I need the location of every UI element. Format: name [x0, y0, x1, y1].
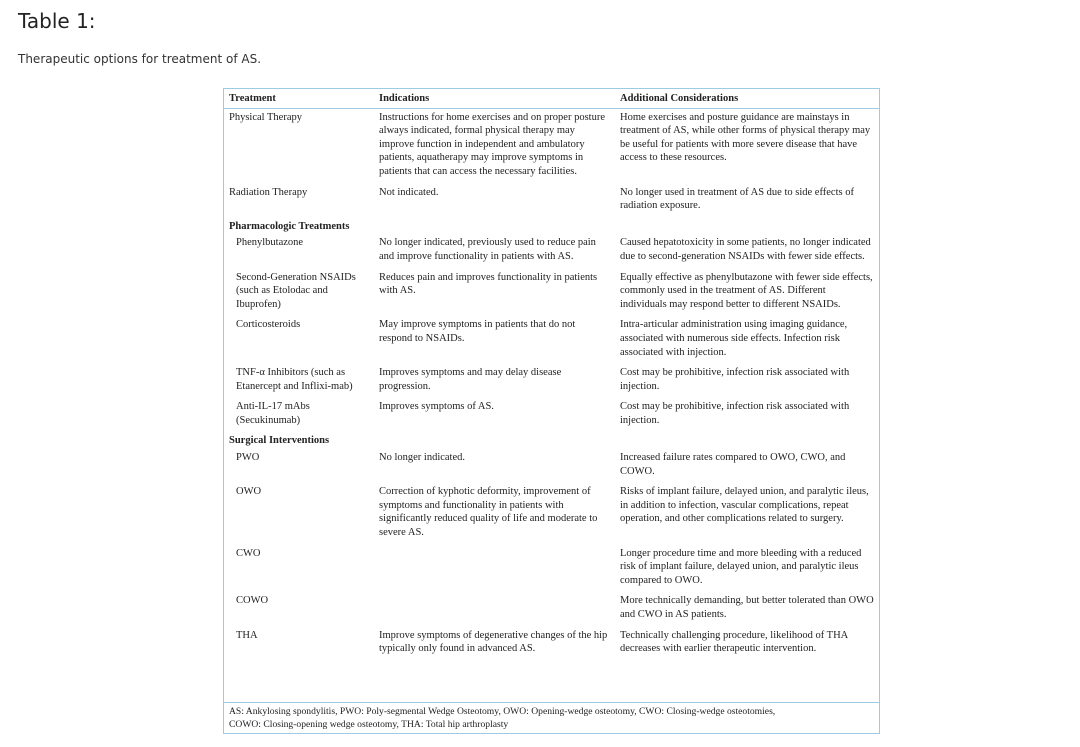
table-row — [224, 449, 879, 483]
cell-treatment: COWO — [236, 595, 269, 607]
table-header-row — [224, 89, 879, 108]
table-image — [223, 88, 880, 734]
table-row — [224, 627, 879, 661]
cell-considerations: Home exercises and posture guidance are mainstays in treatment of AS, while other forms of physical therapy may be useful for patients with more severe disease that have access to these resources. — [620, 111, 871, 164]
cell-treatment: Second-Generation NSAIDs (such as Etolodac and Ibuprofen) — [236, 271, 356, 310]
cell-indications — [374, 545, 615, 593]
cell-treatment: THA — [236, 629, 258, 641]
therapeutic-options-table — [224, 89, 879, 661]
section-row-pharmacologic — [224, 218, 879, 235]
cell-considerations: Longer procedure time and more bleeding with a reduced risk of implant failure, delayed union, and paralytic ileus compared to OWO. — [620, 547, 862, 586]
cell-treatment: PWO — [236, 452, 260, 464]
cell-considerations: Technically challenging procedure, likelihood of THA decreases with earlier therapeutic intervention. — [620, 629, 848, 655]
page-title: Table 1: — [18, 9, 96, 33]
table-row — [224, 184, 879, 218]
cell-considerations: Equally effective as phenylbutazone with fewer side effects, commonly used in the treatment of AS. Different individuals may respond better to different NSAIDs. — [620, 271, 873, 310]
cell-considerations: Cost may be prohibitive, infection risk associated with injection. — [620, 401, 850, 426]
cell-indications: No longer indicated, previously used to reduce pain and improve functionality in patients with AS. — [379, 237, 596, 262]
table-footnote — [224, 702, 879, 733]
cell-considerations: Intra-articular administration using imaging guidance, associated with numerous side effects. Infection risk associated with injection. — [620, 319, 848, 358]
cell-considerations: More technically demanding, but better tolerated than OWO and CWO in AS patients. — [620, 595, 874, 620]
cell-treatment: TNF-α Inhibitors (such as Etanercept and Inflixi-mab) — [236, 367, 353, 392]
table-row — [224, 364, 879, 398]
cell-indications: Improves symptoms of AS. — [379, 401, 494, 413]
cell-indications: May improve symptoms in patients that do not respond to NSAIDs. — [379, 319, 576, 344]
cell-considerations: Increased failure rates compared to OWO, CWO, and COWO. — [620, 452, 846, 477]
cell-considerations: Cost may be prohibitive, infection risk associated with injection. — [620, 367, 850, 392]
table-row — [224, 483, 879, 544]
section-heading: Surgical Interventions — [229, 435, 330, 447]
cell-indications: Reduces pain and improves functionality in patients with AS. — [379, 271, 598, 297]
footnote-line: COWO: Closing-opening wedge osteotomy, THA: Total hip arthroplasty — [229, 718, 509, 730]
cell-indications: Improve symptoms of degenerative changes of the hip typically only found in advanced AS. — [379, 629, 608, 655]
section-row-surgical — [224, 432, 879, 449]
cell-indications: Not indicated. — [379, 186, 439, 198]
table-row — [224, 545, 879, 593]
table-caption: Therapeutic options for treatment of AS. — [18, 52, 262, 66]
table-row — [224, 398, 879, 432]
cell-indications: Instructions for home exercises and on proper posture always indicated, formal physical therapy may improve function in independent and ambulatory patients, aquatherapy may improve symptoms in patients that can access the necessary facilities. — [379, 111, 605, 177]
footnote-line: AS: Ankylosing spondylitis, PWO: Poly-segmental Wedge Osteotomy, OWO: Opening-wedge osteotomy, CWO: Closing-wedge osteotomies, — [229, 706, 776, 717]
cell-treatment: OWO — [236, 486, 262, 498]
table-row — [224, 108, 879, 183]
table-row — [224, 316, 879, 364]
cell-considerations: Caused hepatotoxicity in some patients, no longer indicated due to second-generation NSAIDs with fewer side effects. — [620, 237, 871, 262]
table-row — [224, 269, 879, 317]
table-row — [224, 234, 879, 268]
cell-indications: Improves symptoms and may delay disease progression. — [379, 367, 562, 392]
header-indications: Indications — [374, 89, 615, 108]
table-row — [224, 592, 879, 626]
cell-treatment: Phenylbutazone — [236, 237, 304, 249]
cell-treatment: Corticosteroids — [236, 319, 301, 331]
cell-indications: No longer indicated. — [379, 452, 466, 464]
cell-indications — [374, 592, 615, 626]
cell-considerations: Risks of implant failure, delayed union, and paralytic ileus, in addition to infection, vascular complications, repeat operation, and other complications related to surgery. — [620, 486, 869, 525]
cell-treatment: Anti-IL-17 mAbs (Secukinumab) — [236, 401, 310, 426]
cell-treatment: Radiation Therapy — [229, 186, 308, 198]
cell-considerations: No longer used in treatment of AS due to side effects of radiation exposure. — [620, 186, 854, 212]
header-considerations: Additional Considerations — [615, 89, 879, 108]
cell-treatment: Physical Therapy — [229, 111, 302, 123]
section-heading: Pharmacologic Treatments — [229, 220, 350, 232]
cell-indications: Correction of kyphotic deformity, improvement of symptoms and functionality in patients with significantly reduced quality of life and moderate to severe AS. — [379, 486, 598, 539]
cell-treatment: CWO — [236, 547, 261, 559]
header-treatment: Treatment — [224, 89, 374, 108]
